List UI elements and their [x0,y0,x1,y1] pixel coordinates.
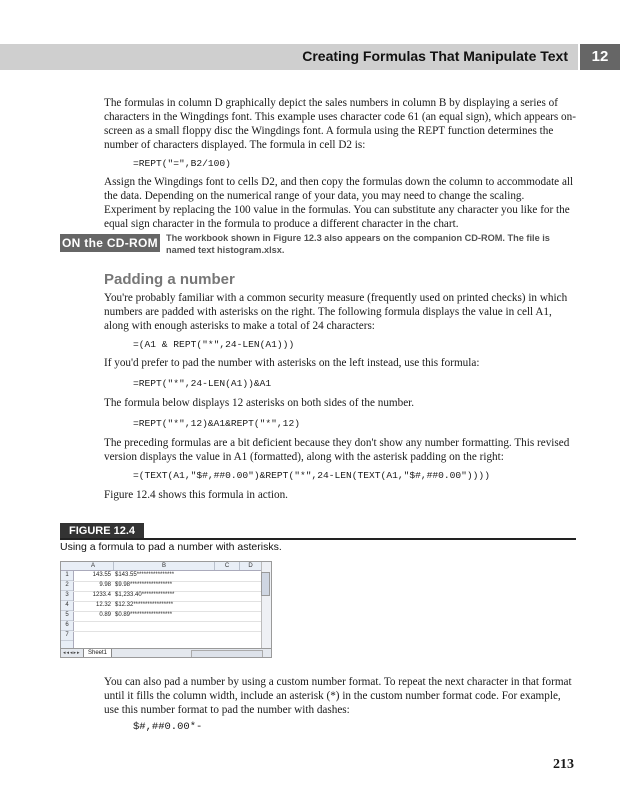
sheet-tab-bar [61,648,271,658]
paragraph: The formula below displays 12 asterisks on both sides of the number. [104,397,415,409]
paragraph: The formulas in column D graphically depict the sales numbers in column B by displaying a series of characters in the Wingdings font. This example uses character code 61 (an equal sign), which appears on-screen as a small floppy disc the Wingdings font. A formula using the REPT function determines the number of characters displayed. The formula in cell D2 is: [104,97,576,151]
cell-b[interactable]: $9.98****************** [115,582,173,588]
row-number: 6 [61,621,73,631]
cell-b[interactable]: $1,233.40************** [115,592,175,598]
gridline [73,621,261,622]
running-header-title: Creating Formulas That Manipulate Text [302,48,568,64]
row-header-column [61,571,74,648]
cell-b[interactable]: $0.89****************** [115,612,173,618]
code-line: =REPT("=",B2/100) [133,158,231,169]
scrollbar-thumb[interactable] [261,572,270,596]
row-number: 1 [61,571,73,581]
page-number: 213 [553,757,574,772]
gridline [73,631,261,632]
code-line: =(TEXT(A1,"$#,##0.00")&REPT("*",24-LEN(TEXT(A1,"$#,##0.00")))) [133,470,490,481]
row-number: 5 [61,611,73,621]
cd-rom-badge: ON the CD-ROM [60,234,160,252]
figure-caption: Using a formula to pad a number with asterisks. [60,541,282,553]
chapter-number-tab: 12 [580,44,620,70]
vertical-scrollbar[interactable] [261,562,271,648]
cd-rom-note: The workbook shown in Figure 12.3 also appears on the companion CD-ROM. The file is named text histogram.xlsx. [166,233,550,255]
figure-label: FIGURE 12.4 [60,523,144,539]
column-header-row [61,562,261,571]
sheet-nav-arrows-icon[interactable]: ◂◂◂▸▸ [63,650,81,656]
paragraph: You can also pad a number by using a custom number format. To repeat the next character in that format until it fills the column width, include an asterisk (*) in the custom number format code. For example, use this number format to pad the number with dashes: [104,676,572,716]
column-header-c: C [215,562,240,570]
spreadsheet-figure [60,561,272,658]
section-heading: Padding a number [104,271,235,288]
paragraph: Assign the Wingdings font to cells D2, and then copy the formulas down the column to accommodate all the data. Depending on the numerical range of your data, you may need to change the scaling. Experiment by replacing the 100 value in the formulas. You can substitute any character you like for the equal sign character in the formula to produce a different character in the chart. [104,176,574,230]
paragraph: If you'd prefer to pad the number with asterisks on the left instead, use this formula: [104,357,480,369]
cell-a[interactable]: 1233.4 [92,592,111,598]
cell-b[interactable]: $12.32***************** [115,602,174,608]
code-line: $#,##0.00*- [133,721,203,733]
paragraph: Figure 12.4 shows this formula in action. [104,489,288,501]
code-line: =REPT("*",12)&A1&REPT("*",12) [133,418,300,429]
row-number: 3 [61,591,73,601]
paragraph: You're probably familiar with a common security measure (frequently used on printed checks) in which numbers are padded with asterisks on the right. The following formula displays the value in cell A1, along with enough asterisks to make a total of 24 characters: [104,292,568,332]
figure-rule [60,538,576,540]
column-header-d: D [240,562,262,570]
row-number: 7 [61,631,73,641]
row-number: 2 [61,581,73,591]
cell-a[interactable]: 143.55 [92,572,111,578]
row-number: 4 [61,601,73,611]
code-line: =(A1 & REPT("*",24-LEN(A1))) [133,339,295,350]
paragraph: The preceding formulas are a bit deficient because they don't show any number formatting. This revised version displays the value in A1 (formatted), along with the asterisk padding on the right: [104,437,570,463]
column-header-b: B [114,562,215,570]
cell-a[interactable]: 9.98 [99,582,111,588]
column-header-a: A [73,562,114,570]
cell-a[interactable]: 0.89 [99,612,111,618]
horizontal-scrollbar[interactable] [191,650,263,658]
code-line: =REPT("*",24-LEN(A1))&A1 [133,378,272,389]
cell-a[interactable]: 12.32 [95,602,111,608]
cell-b[interactable]: $143.55**************** [115,572,175,578]
sheet-tab[interactable]: Sheet1 [83,649,112,658]
